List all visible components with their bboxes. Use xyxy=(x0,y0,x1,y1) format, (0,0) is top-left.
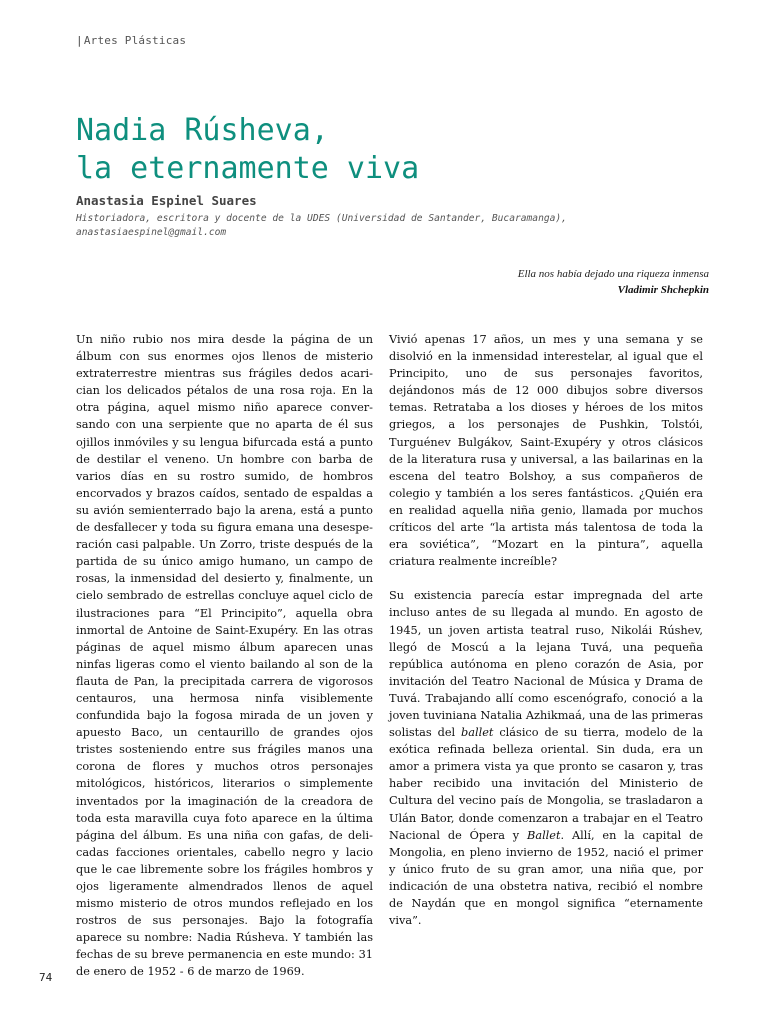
article-title xyxy=(76,112,676,188)
body-column-left xyxy=(76,331,373,981)
section-name: Artes Plásticas xyxy=(83,34,187,47)
page-number: 74 xyxy=(39,971,53,984)
article-title-line-2: la eternamente viva xyxy=(76,151,420,186)
epigraph-quote: Ella nos había dejado una riqueza inmensa xyxy=(517,268,709,280)
body-paragraph: Vivió apenas 17 años, un mes y una semana y se disolvió en la inmensidad interestelar, al igual que el Principito, uno de sus personajes favoritos, dejándonos más de 12 000 dibujos sobre diversos temas. Retrataba a los dioses y héroes de los mitos griegos, a los personajes de Pushkin, Tolstói, Turguénev Bulgákov, Saint-Exupéry y otros clásicos de la literatura rusa y universal, a las bailarinas en la escena del teatro Bolshoy, a sus compañeros de colegio y también a los seres fantásticos. ¿Quién era en realidad aquella niña genio, llamada por muchos críticos del arte “la artista más talentosa de toda la era soviética”, “Mozart en la pintura”, aquella criatura realmente increíble? xyxy=(389,333,703,569)
author-affiliation xyxy=(76,212,716,239)
section-label xyxy=(76,34,186,47)
body-paragraph: Un niño rubio nos mira desde la página de un álbum con sus enormes ojos llenos de misterio extraterrestre mientras sus frágiles dedos acarician los delicados pétalos de una rosa roja. En la otra página, aquel mismo niño aparece conversando con una serpiente que no aparta de él sus ojillos inmóviles y su lengua bifurcada está a punto de destilar el veneno. Un hombre con barba de varios días en su rostro sumido, de hombros encorvados y brazos caídos, sentado de espaldas a su avión semienterrado bajo la arena, está a punto de desfallecer y toda su figura emana una desesperación casi palpable. Un Zorro, triste después de la partida de su único amigo humano, un campo de rosas, la inmensidad del desierto y, finalmente, un cielo sembrado de estrellas concluye aquel ciclo de ilustraciones para “El Principito”, aquella obra inmortal de Antoine de Saint-Exupéry. En las otras páginas de aquel mismo álbum aparecen unas ninfas ligeras como el viento bailando al son de la flauta de Pan, la precipitada carrera de vigorosos centauros, una hermosa ninfa visiblemente confundida bajo la fogosa mirada de un joven y apuesto Baco, un centaurillo de grandes ojos tristes sosteniendo entre sus frágiles manos una corona de flores y muchos otros personajes mitológicos, históricos, literarios o simplemente inventados por la imaginación de la creadora de toda esta maravilla cuya foto aparece en la última página del álbum. Es una niña con gafas, de delicadas facciones orientales, cabello negro y lacio que le cae libremente sobre los frágiles hombros y ojos ligeramente almendrados llenos de aquel mismo misterio de otros mundos reflejado en los rostros de sus personajes. Bajo la fotografía aparece su nombre: Nadia Rúsheva. Y también las fechas de su breve permanencia en este mundo: 31 de enero de 1952 - 6 de marzo de 1969. xyxy=(76,333,373,979)
author-name: Anastasia Espinel Suares xyxy=(76,193,257,208)
article-title-line-1: Nadia Rúsheva, xyxy=(76,113,329,148)
text-run: . Allí, en la capital de Mongolia, en pleno invierno de 1952, nació el primer y único fruto de su gran amor, una niña que, por indicación de una obstetra nativa, recibió el nombre de Naydán que en mongol significa “eternamente viva”. xyxy=(389,828,704,928)
text-run: Su existencia parecía estar impregnada del arte incluso antes de su llegada al mundo. En agosto de 1945, un joven artista teatral ruso, Nikolái Rúshev, llegó de Moscú a la lejana Tuvá, una pequeña república autónoma en pleno corazón de Asia, por invitación del Teatro Nacional de Música y Drama de Tuvá. Trabajando allí como escenógrafo, conoció a la joven tuviniana Natalia Azhikmaá, una de las primeras solistas del xyxy=(389,589,703,740)
affiliation-text: Historiadora, escritora y docente de la UDES (Universidad de Santander, Bucaramanga), xyxy=(76,213,567,224)
section-divider-bar: | xyxy=(76,34,83,47)
epigraph-source: Vladimir Shchepkin xyxy=(617,284,709,296)
emphasis-ballet: Ballet xyxy=(527,828,561,842)
text-run: clásico de su tierra, modelo de la exótica refinada belleza oriental. Sin duda, era un amor a primera vista ya que pronto se casaron y, tras haber recibido una invitación del Ministerio de Cultura del vecino país de Mongolia, se trasladaron a Ulán Bator, donde comenzaron a trabajar en el Teatro Nacional de Ópera y xyxy=(389,726,704,842)
epigraph xyxy=(518,266,709,298)
body-column-right xyxy=(389,331,703,929)
author-email: anastasiaespinel@gmail.com xyxy=(76,226,227,238)
emphasis-ballet: ballet xyxy=(461,726,494,740)
body-paragraph xyxy=(389,587,703,929)
